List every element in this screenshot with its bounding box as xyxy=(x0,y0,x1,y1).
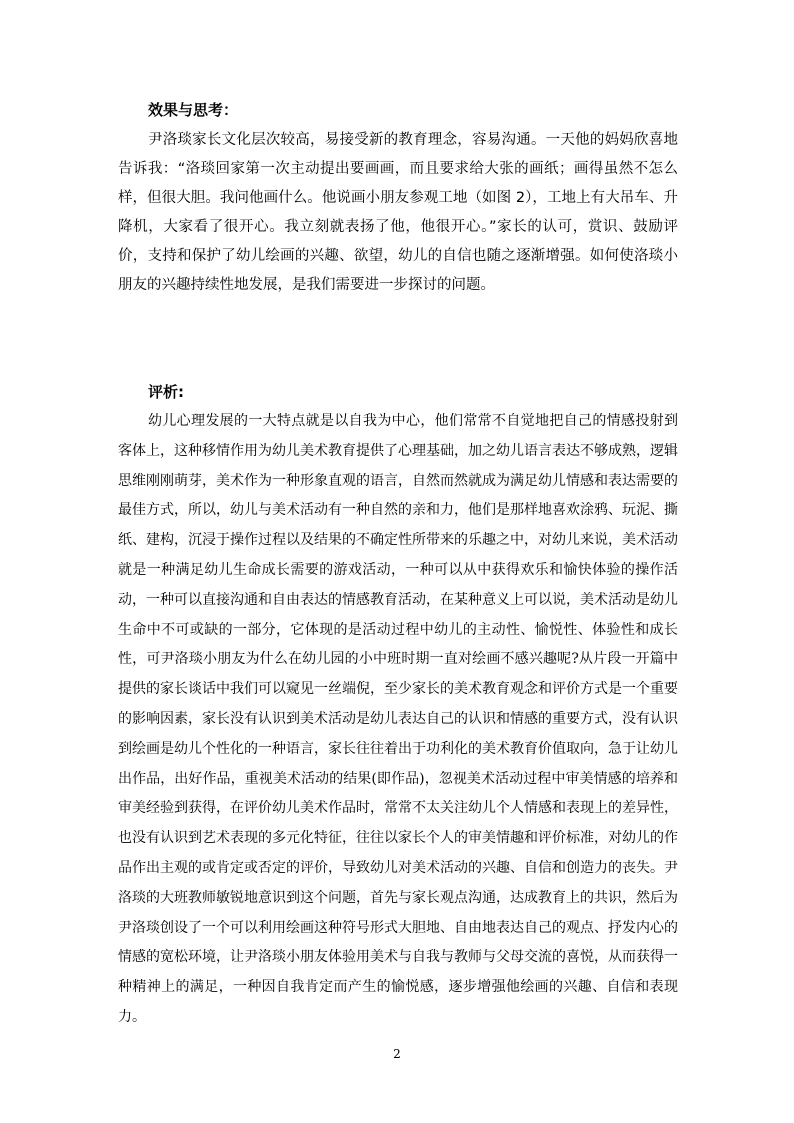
section-paragraph-analysis: 幼儿心理发展的一大特点就是以自我为中心，他们常常不自觉地把自己的情感投射到客体上，这种移情作用为幼儿美术教育提供了心理基础，加之幼儿语言表达不够成熟，逻辑思维刚刚萌芽，美术作为一种形象直观的语言，自然而然就成为满足幼儿情感和表达需要的最佳方式，所以，幼儿与美术活动有一种自然的亲和力，他们是那样地喜欢涂鸦、玩泥、撕纸、建构，沉浸于操作过程以及结果的不确定性所带来的乐趣之中，对幼儿来说，美术活动就是一种满足幼儿生命成长需要的游戏活动，一种可以从中获得欢乐和愉快体验的操作活动，一种可以直接沟通和自由表达的情感教育活动，在某种意义上可以说，美术活动是幼儿生命中不可或缺的一部分，它体现的是活动过程中幼儿的主动性、愉悦性、体验性和成长性，可尹洛琰小朋友为什么在幼儿园的小中班时期一直对绘画不感兴趣呢?从片段一开篇中提供的家长谈话中我们可以窥见一丝端倪，至少家长的美术教育观念和评价方式是一个重要的影响因素，家长没有认识到美术活动是幼儿表达自己的认识和情感的重要方式，没有认识到绘画是幼儿个性化的一种语言，家长往往着出于功利化的美术教育价值取向，急于让幼儿出作品，出好作品，重视美术活动的结果(即作品)，忽视美术活动过程中审美情感的培养和审美经验到获得，在评价幼儿美术作品时，常常不太关注幼儿个人情感和表现上的差异性，也没有认识到艺术表现的多元化特征，往往以家长个人的审美情趣和评价标准，对幼儿的作品作出主观的或肯定或否定的评价，导致幼儿对美术活动的兴趣、自信和创造力的丧失。尹洛琰的大班教师敏锐地意识到这个问题，首先与家长观点沟通，达成教育上的共识，然后为尹洛琰创设了一个可以利用绘画这种符号形式大胆地、自由地表达自己的观点、抒发内心的情感的宽松环境，让尹洛琰小朋友体验用美术与自我与教师与父母交流的喜悦，从而获得一种精神上的满足，一种因自我肯定而产生的愉悦感，逐步增强他绘画的兴趣、自信和表现力。 xyxy=(118,413,678,1025)
page-number: 2 xyxy=(393,1047,401,1061)
section-heading-effect: 效果与思考： xyxy=(148,101,239,119)
section-paragraph-effect: 尹洛琰家长文化层次较高，易接受新的教育理念，容易沟通。一天他的妈妈欣喜地告诉我：“洛琰回家第一次主动提出要画画，而且要求给大张的画纸；画得虽然不怎么样，但很大胆。我问他画什么。他说画小朋友参观工地（如图 2），工地上有大吊车、升降机，大家看了很开心。我立刻就表扬了他，他很开心。”家长的认可，赏识、鼓励评价，支持和保护了幼儿绘画的兴趣、欲望，幼儿的自信也随之逐渐增强。如何使洛琰小朋友的兴趣持续性地发展，是我们需要进一步探讨的问题。 xyxy=(118,132,678,293)
section-heading-analysis: 评析: xyxy=(148,383,184,401)
